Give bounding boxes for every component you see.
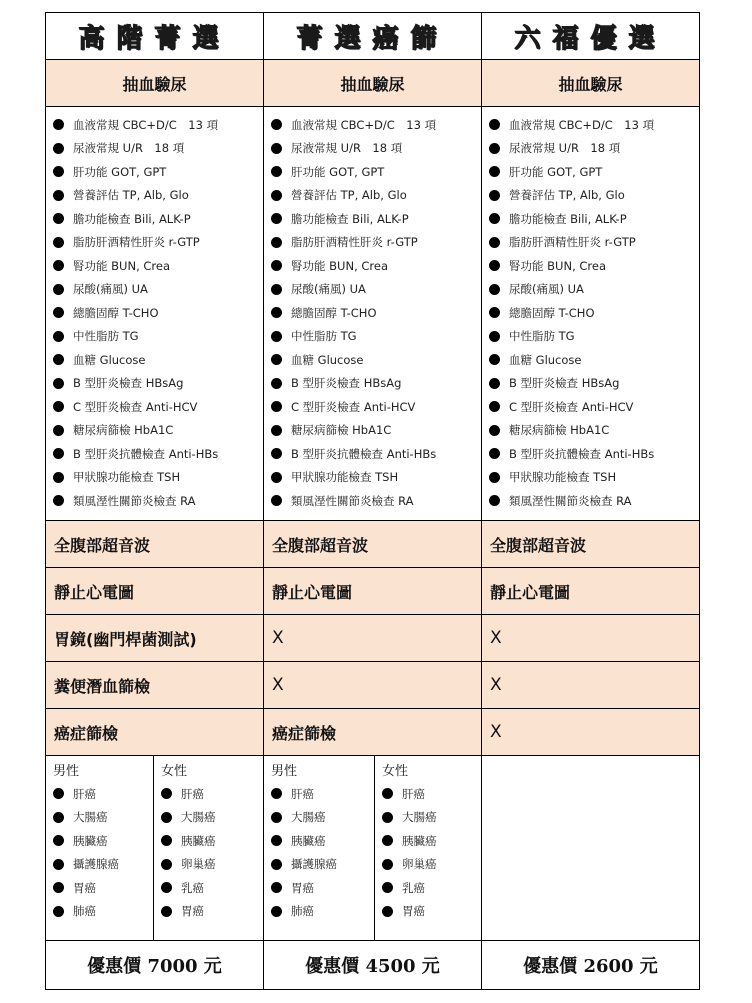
list-item xyxy=(271,876,374,900)
ecg-item: 靜止心電圖 xyxy=(264,568,482,614)
list-item-text: 膽功能檢查 Bili, ALK-P xyxy=(291,211,409,226)
list-item xyxy=(53,137,263,161)
list-item xyxy=(271,254,481,278)
bullet-icon xyxy=(271,906,282,917)
list-item xyxy=(489,489,699,513)
bullet-icon xyxy=(53,190,64,201)
list-item xyxy=(53,325,263,349)
list-item-text: 肺癌 xyxy=(291,904,314,919)
list-item xyxy=(489,184,699,208)
list-item xyxy=(382,829,482,853)
gastroscopy-item: 胃鏡(幽門桿菌測試) xyxy=(46,615,264,661)
blood-test-list-cell xyxy=(46,107,264,520)
bullet-icon xyxy=(271,260,282,271)
bullet-icon xyxy=(382,788,393,799)
list-item xyxy=(489,160,699,184)
bullet-icon xyxy=(271,882,282,893)
list-item-text: C 型肝炎檢查 Anti-HCV xyxy=(73,399,198,414)
list-item-text: 膽功能檢查 Bili, ALK-P xyxy=(73,211,191,226)
stool-test-row xyxy=(46,662,699,709)
list-item-text: 胰臟癌 xyxy=(181,833,216,848)
list-item xyxy=(53,184,263,208)
list-item-text: 胰臟癌 xyxy=(291,833,326,848)
list-item-text: 攝護腺癌 xyxy=(73,857,119,872)
ultrasound-item: 全腹部超音波 xyxy=(46,521,264,567)
list-item xyxy=(53,853,153,877)
list-item-text: 營養評估 TP, Alb, Glo xyxy=(73,188,189,203)
female-label: 女性 xyxy=(382,764,409,779)
list-item xyxy=(489,372,699,396)
bullet-icon xyxy=(271,812,282,823)
list-item xyxy=(271,806,374,830)
blood-urine-header: 抽血驗尿 xyxy=(482,60,699,106)
list-item-text: 糖尿病篩檢 HbA1C xyxy=(509,423,610,438)
list-item-text: 卵巢癌 xyxy=(181,857,216,872)
blood-test-list xyxy=(46,107,263,513)
bullet-icon xyxy=(271,284,282,295)
bullet-icon xyxy=(489,378,500,389)
list-item-text: 脂肪肝酒精性肝炎 r-GTP xyxy=(291,235,418,250)
blood-test-list xyxy=(264,107,481,513)
list-item-text: 中性脂肪 TG xyxy=(509,329,575,344)
bullet-icon xyxy=(489,401,500,412)
health-checkup-comparison-table xyxy=(45,12,700,990)
list-item xyxy=(382,853,482,877)
bullet-icon xyxy=(489,237,500,248)
gastroscopy-item: X xyxy=(482,615,699,661)
bullet-icon xyxy=(53,425,64,436)
list-item-text: 血糖 Glucose xyxy=(509,352,582,367)
list-item xyxy=(53,395,263,419)
bullet-icon xyxy=(161,788,172,799)
plan-title: 高階菁選 xyxy=(46,13,264,59)
bullet-icon xyxy=(161,812,172,823)
list-item-text: 尿液常規 U/R 18 項 xyxy=(509,141,621,156)
bullet-icon xyxy=(382,859,393,870)
list-item xyxy=(382,782,482,806)
list-item-text: 肝癌 xyxy=(181,786,204,801)
list-item-text: 卵巢癌 xyxy=(402,857,437,872)
plan-title-row xyxy=(46,13,699,60)
list-item-text: 血糖 Glucose xyxy=(73,352,146,367)
list-item-text: 類風溼性關節炎檢查 RA xyxy=(291,493,414,508)
gender-cancer-cell xyxy=(264,756,482,940)
stool-test-item: 糞便潛血篩檢 xyxy=(46,662,264,708)
price-row xyxy=(46,941,699,989)
list-item xyxy=(271,372,481,396)
bullet-icon xyxy=(489,331,500,342)
list-item xyxy=(161,829,264,853)
ultrasound-row xyxy=(46,521,699,568)
list-item-text: 甲狀腺功能檢查 TSH xyxy=(291,470,399,485)
list-item xyxy=(161,853,264,877)
list-item xyxy=(382,900,482,924)
list-item xyxy=(271,489,481,513)
list-item xyxy=(271,442,481,466)
bullet-icon xyxy=(382,812,393,823)
list-item xyxy=(53,301,263,325)
list-item xyxy=(271,348,481,372)
bullet-icon xyxy=(271,331,282,342)
list-item xyxy=(53,876,153,900)
list-item-text: 肝功能 GOT, GPT xyxy=(73,164,167,179)
cancer-screening-item: 癌症篩檢 xyxy=(264,709,482,755)
bullet-icon xyxy=(161,859,172,870)
list-item-text: B 型肝炎抗體檢查 Anti-HBs xyxy=(509,446,655,461)
list-item-text: 血糖 Glucose xyxy=(291,352,364,367)
bullet-icon xyxy=(382,906,393,917)
list-item-text: 膽功能檢查 Bili, ALK-P xyxy=(509,211,627,226)
list-item-text: 腎功能 BUN, Crea xyxy=(73,258,171,273)
list-item xyxy=(53,466,263,490)
list-item-text: 大腸癌 xyxy=(291,810,326,825)
bullet-icon xyxy=(489,190,500,201)
blood-urine-header: 抽血驗尿 xyxy=(46,60,264,106)
male-label: 男性 xyxy=(53,764,80,779)
female-column xyxy=(154,756,264,940)
bullet-icon xyxy=(271,788,282,799)
list-item xyxy=(489,231,699,255)
list-item-text: 乳癌 xyxy=(181,880,204,895)
list-item xyxy=(271,137,481,161)
bullet-icon xyxy=(382,835,393,846)
bullet-icon xyxy=(53,143,64,154)
list-item-text: B 型肝炎檢查 HBsAg xyxy=(73,376,184,391)
bullet-icon xyxy=(489,307,500,318)
list-item xyxy=(53,348,263,372)
bullet-icon xyxy=(271,166,282,177)
list-item-text: 肺癌 xyxy=(73,904,96,919)
blood-urine-header-row xyxy=(46,60,699,107)
bullet-icon xyxy=(271,237,282,248)
list-item xyxy=(489,137,699,161)
bullet-icon xyxy=(489,284,500,295)
list-item xyxy=(271,466,481,490)
list-item xyxy=(53,254,263,278)
cancer-screening-item: X xyxy=(482,709,699,755)
list-item xyxy=(161,782,264,806)
male-cancer-list xyxy=(264,780,374,923)
bullet-icon xyxy=(53,472,64,483)
stool-test-item: X xyxy=(482,662,699,708)
list-item-text: 甲狀腺功能檢查 TSH xyxy=(73,470,181,485)
bullet-icon xyxy=(53,307,64,318)
bullet-icon xyxy=(271,190,282,201)
list-item-text: 尿酸(痛風) UA xyxy=(73,282,148,297)
list-item xyxy=(489,207,699,231)
bullet-icon xyxy=(489,260,500,271)
male-cancer-list xyxy=(46,780,153,923)
bullet-icon xyxy=(53,812,64,823)
list-item-text: 類風溼性關節炎檢查 RA xyxy=(509,493,632,508)
bullet-icon xyxy=(53,859,64,870)
list-item xyxy=(53,419,263,443)
bullet-icon xyxy=(271,119,282,130)
bullet-icon xyxy=(53,788,64,799)
plan-price: 優惠價 2600 元 xyxy=(523,956,658,977)
bullet-icon xyxy=(53,331,64,342)
list-item-text: 胃癌 xyxy=(73,880,96,895)
list-item xyxy=(53,278,263,302)
bullet-icon xyxy=(271,495,282,506)
list-item-text: C 型肝炎檢查 Anti-HCV xyxy=(291,399,416,414)
cancer-screening-item: 癌症篩檢 xyxy=(46,709,264,755)
list-item xyxy=(161,900,264,924)
list-item-text: 血液常規 CBC+D/C 13 項 xyxy=(291,117,437,132)
list-item-text: 肝功能 GOT, GPT xyxy=(509,164,603,179)
bullet-icon xyxy=(161,906,172,917)
list-item-text: 胰臟癌 xyxy=(402,833,437,848)
bullet-icon xyxy=(271,859,282,870)
list-item-text: 尿酸(痛風) UA xyxy=(509,282,584,297)
list-item-text: 類風溼性關節炎檢查 RA xyxy=(73,493,196,508)
bullet-icon xyxy=(53,495,64,506)
list-item-text: 總膽固醇 T-CHO xyxy=(509,305,595,320)
list-item xyxy=(271,325,481,349)
male-column xyxy=(264,756,375,940)
list-item xyxy=(53,829,153,853)
plan-title: 六福優選 xyxy=(514,23,667,54)
list-item xyxy=(161,876,264,900)
list-item xyxy=(489,113,699,137)
gastroscopy-item: X xyxy=(264,615,482,661)
gender-cancer-cell-empty xyxy=(482,756,699,940)
list-item xyxy=(53,113,263,137)
list-item-text: 大腸癌 xyxy=(402,810,437,825)
list-item-text: 脂肪肝酒精性肝炎 r-GTP xyxy=(73,235,200,250)
list-item xyxy=(489,278,699,302)
bullet-icon xyxy=(489,448,500,459)
list-item xyxy=(489,419,699,443)
list-item xyxy=(271,782,374,806)
bullet-icon xyxy=(53,835,64,846)
bullet-icon xyxy=(271,448,282,459)
list-item xyxy=(489,395,699,419)
blood-test-list-row xyxy=(46,107,699,521)
list-item-text: 大腸癌 xyxy=(181,810,216,825)
male-column xyxy=(46,756,154,940)
bullet-icon xyxy=(53,378,64,389)
bullet-icon xyxy=(271,143,282,154)
bullet-icon xyxy=(271,472,282,483)
list-item xyxy=(271,184,481,208)
list-item xyxy=(382,806,482,830)
list-item-text: 甲狀腺功能檢查 TSH xyxy=(509,470,617,485)
list-item xyxy=(382,876,482,900)
blood-test-list-cell xyxy=(264,107,482,520)
stool-test-item: X xyxy=(264,662,482,708)
bullet-icon xyxy=(161,835,172,846)
list-item-text: 尿酸(痛風) UA xyxy=(291,282,366,297)
list-item-text: 糖尿病篩檢 HbA1C xyxy=(291,423,392,438)
list-item-text: 胃癌 xyxy=(402,904,425,919)
list-item xyxy=(489,442,699,466)
plan-price: 優惠價 7000 元 xyxy=(46,941,264,989)
list-item-text: 大腸癌 xyxy=(73,810,108,825)
list-item-text: 血液常規 CBC+D/C 13 項 xyxy=(73,117,219,132)
list-item-text: 總膽固醇 T-CHO xyxy=(291,305,377,320)
bullet-icon xyxy=(271,835,282,846)
list-item-text: 尿液常規 U/R 18 項 xyxy=(291,141,403,156)
list-item xyxy=(271,207,481,231)
bullet-icon xyxy=(53,237,64,248)
list-item-text: 總膽固醇 T-CHO xyxy=(73,305,159,320)
bullet-icon xyxy=(271,401,282,412)
blood-urine-header: 抽血驗尿 xyxy=(264,60,482,106)
list-item-text: B 型肝炎檢查 HBsAg xyxy=(509,376,620,391)
bullet-icon xyxy=(161,882,172,893)
bullet-icon xyxy=(53,213,64,224)
list-item-text: 攝護腺癌 xyxy=(291,857,337,872)
list-item xyxy=(271,900,374,924)
blood-test-list xyxy=(482,107,699,513)
bullet-icon xyxy=(489,166,500,177)
list-item xyxy=(489,466,699,490)
list-item xyxy=(271,278,481,302)
female-column xyxy=(375,756,482,940)
female-cancer-list xyxy=(375,780,482,923)
list-item-text: 糖尿病篩檢 HbA1C xyxy=(73,423,174,438)
plan-price: 優惠價 4500 元 xyxy=(264,941,482,989)
list-item-text: 肝癌 xyxy=(73,786,96,801)
bullet-icon xyxy=(489,213,500,224)
bullet-icon xyxy=(53,166,64,177)
bullet-icon xyxy=(271,213,282,224)
list-item-text: 腎功能 BUN, Crea xyxy=(509,258,607,273)
list-item xyxy=(271,395,481,419)
blood-test-list-cell xyxy=(482,107,699,520)
list-item xyxy=(53,160,263,184)
ultrasound-item: 全腹部超音波 xyxy=(482,521,699,567)
list-item xyxy=(271,853,374,877)
bullet-icon xyxy=(53,119,64,130)
list-item-text: 營養評估 TP, Alb, Glo xyxy=(291,188,407,203)
list-item-text: 脂肪肝酒精性肝炎 r-GTP xyxy=(509,235,636,250)
list-item xyxy=(271,419,481,443)
list-item-text: B 型肝炎檢查 HBsAg xyxy=(291,376,402,391)
list-item xyxy=(53,806,153,830)
list-item xyxy=(489,254,699,278)
gender-cancer-cell xyxy=(46,756,264,940)
list-item xyxy=(271,160,481,184)
list-item xyxy=(271,301,481,325)
bullet-icon xyxy=(53,354,64,365)
bullet-icon xyxy=(271,354,282,365)
list-item-text: 胰臟癌 xyxy=(73,833,108,848)
list-item-text: 尿液常規 U/R 18 項 xyxy=(73,141,185,156)
ultrasound-item: 全腹部超音波 xyxy=(264,521,482,567)
list-item-text: 胃癌 xyxy=(181,904,204,919)
ecg-item: 靜止心電圖 xyxy=(482,568,699,614)
gastroscopy-row xyxy=(46,615,699,662)
list-item xyxy=(271,829,374,853)
list-item xyxy=(53,372,263,396)
list-item-text: 胃癌 xyxy=(291,880,314,895)
bullet-icon xyxy=(489,425,500,436)
list-item-text: 肝癌 xyxy=(402,786,425,801)
bullet-icon xyxy=(489,119,500,130)
plan-title: 菁選癌篩 xyxy=(264,13,482,59)
list-item xyxy=(489,348,699,372)
male-label: 男性 xyxy=(271,764,298,779)
bullet-icon xyxy=(53,260,64,271)
list-item xyxy=(53,231,263,255)
list-item-text: 肝功能 GOT, GPT xyxy=(291,164,385,179)
list-item-text: B 型肝炎抗體檢查 Anti-HBs xyxy=(291,446,437,461)
list-item xyxy=(161,806,264,830)
bullet-icon xyxy=(271,378,282,389)
list-item xyxy=(53,782,153,806)
cancer-screening-row xyxy=(46,709,699,756)
female-label: 女性 xyxy=(161,764,188,779)
list-item-text: B 型肝炎抗體檢查 Anti-HBs xyxy=(73,446,219,461)
bullet-icon xyxy=(53,882,64,893)
female-cancer-list xyxy=(154,780,264,923)
bullet-icon xyxy=(489,354,500,365)
list-item-text: 營養評估 TP, Alb, Glo xyxy=(509,188,625,203)
ecg-row xyxy=(46,568,699,615)
bullet-icon xyxy=(489,495,500,506)
bullet-icon xyxy=(271,425,282,436)
list-item xyxy=(271,113,481,137)
bullet-icon xyxy=(53,401,64,412)
list-item xyxy=(53,489,263,513)
bullet-icon xyxy=(53,284,64,295)
list-item-text: 乳癌 xyxy=(402,880,425,895)
list-item-text: 腎功能 BUN, Crea xyxy=(291,258,389,273)
list-item-text: 中性脂肪 TG xyxy=(291,329,357,344)
bullet-icon xyxy=(382,882,393,893)
list-item-text: C 型肝炎檢查 Anti-HCV xyxy=(509,399,634,414)
bullet-icon xyxy=(271,307,282,318)
list-item xyxy=(53,900,153,924)
ecg-item: 靜止心電圖 xyxy=(46,568,264,614)
bullet-icon xyxy=(489,472,500,483)
list-item-text: 血液常規 CBC+D/C 13 項 xyxy=(509,117,655,132)
bullet-icon xyxy=(53,448,64,459)
bullet-icon xyxy=(489,143,500,154)
list-item xyxy=(489,301,699,325)
gender-cancer-row xyxy=(46,756,699,941)
bullet-icon xyxy=(53,906,64,917)
list-item xyxy=(271,231,481,255)
list-item xyxy=(53,442,263,466)
list-item xyxy=(489,325,699,349)
list-item-text: 中性脂肪 TG xyxy=(73,329,139,344)
list-item-text: 肝癌 xyxy=(291,786,314,801)
list-item xyxy=(53,207,263,231)
